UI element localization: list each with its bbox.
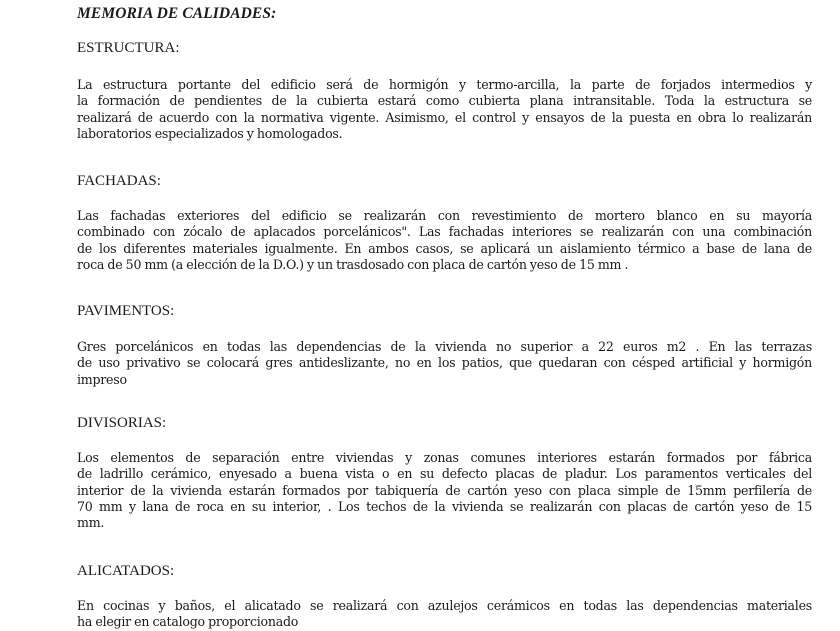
paragraph-line: roca de 50 mm (a elección de la D.O.) y un trasdosado con placa de cartón yeso de 15 mm . xyxy=(77,256,629,272)
section-paragraph-alicatados xyxy=(32,598,812,631)
paragraph-line: de los diferentes materiales igualmente. En ambos casos, se aplicará un aislamiento térmico a base de lana de xyxy=(77,240,812,256)
paragraph-line: En cocinas y baños, el alicatado se realizará con azulejos cerámicos en todas las dependencias materiales xyxy=(77,598,812,613)
section-heading-estructura: ESTRUCTURA: xyxy=(77,40,180,56)
paragraph-line: de uso privativo se colocará gres antideslizante, no en los patios, que quedaran con césped artificial y hormigón xyxy=(77,355,812,371)
section-paragraph-estructura xyxy=(32,77,812,142)
paragraph-line: realizará de acuerdo con la normativa vigente. Asimismo, el control y ensayos de la puesta en obra lo realizarán xyxy=(77,109,812,125)
paragraph-line: La estructura portante del edificio será de hormigón y termo-arcilla, la parte de forjados intermedios y xyxy=(77,77,812,92)
paragraph-line: Gres porcelánicos en todas las dependencias de la vivienda no superior a 22 euros m2 . En las terrazas xyxy=(77,339,812,354)
document-title: MEMORIA DE CALIDADES: xyxy=(77,5,277,22)
section-paragraph-fachadas xyxy=(32,208,812,273)
paragraph-line: la formación de pendientes de la cubierta estará como cubierta plana intransitable. Toda la estructura se xyxy=(77,93,812,109)
paragraph-line: Los elementos de separación entre viviendas y zonas comunes interiores estarán formados por fábrica xyxy=(77,450,812,465)
paragraph-line: combinado con zócalo de aplacados porcelánicos". Las fachadas interiores se realizarán con una combinación xyxy=(77,224,812,240)
paragraph-line: laboratorios especializados y homologados. xyxy=(77,125,343,141)
paragraph-line: mm. xyxy=(77,515,105,531)
paragraph-line: de ladrillo cerámico, enyesado a buena vista o en su defecto placas de pladur. Los paramentos verticales del xyxy=(77,466,812,482)
section-heading-divisorias: DIVISORIAS: xyxy=(77,415,167,431)
paragraph-line: interior de la vivienda estarán formados por tabiquería de cartón yeso con placa simple de 15mm perfilería de xyxy=(77,482,812,498)
section-paragraph-divisorias xyxy=(32,450,812,531)
section-heading-alicatados: ALICATADOS: xyxy=(77,563,175,579)
paragraph-line: 70 mm y lana de roca en su interior, . Los techos de la vivienda se realizarán con placas de cartón yeso de 15 xyxy=(77,498,812,514)
paragraph-line: impreso xyxy=(77,371,127,387)
paragraph-line: ha elegir en catalogo proporcionado xyxy=(77,614,299,630)
section-paragraph-pavimentos xyxy=(32,339,812,388)
paragraph-line: Las fachadas exteriores del edificio se realizarán con revestimiento de mortero blanco en su mayoría xyxy=(77,208,812,223)
section-heading-pavimentos: PAVIMENTOS: xyxy=(77,303,175,319)
section-heading-fachadas: FACHADAS: xyxy=(77,173,161,189)
